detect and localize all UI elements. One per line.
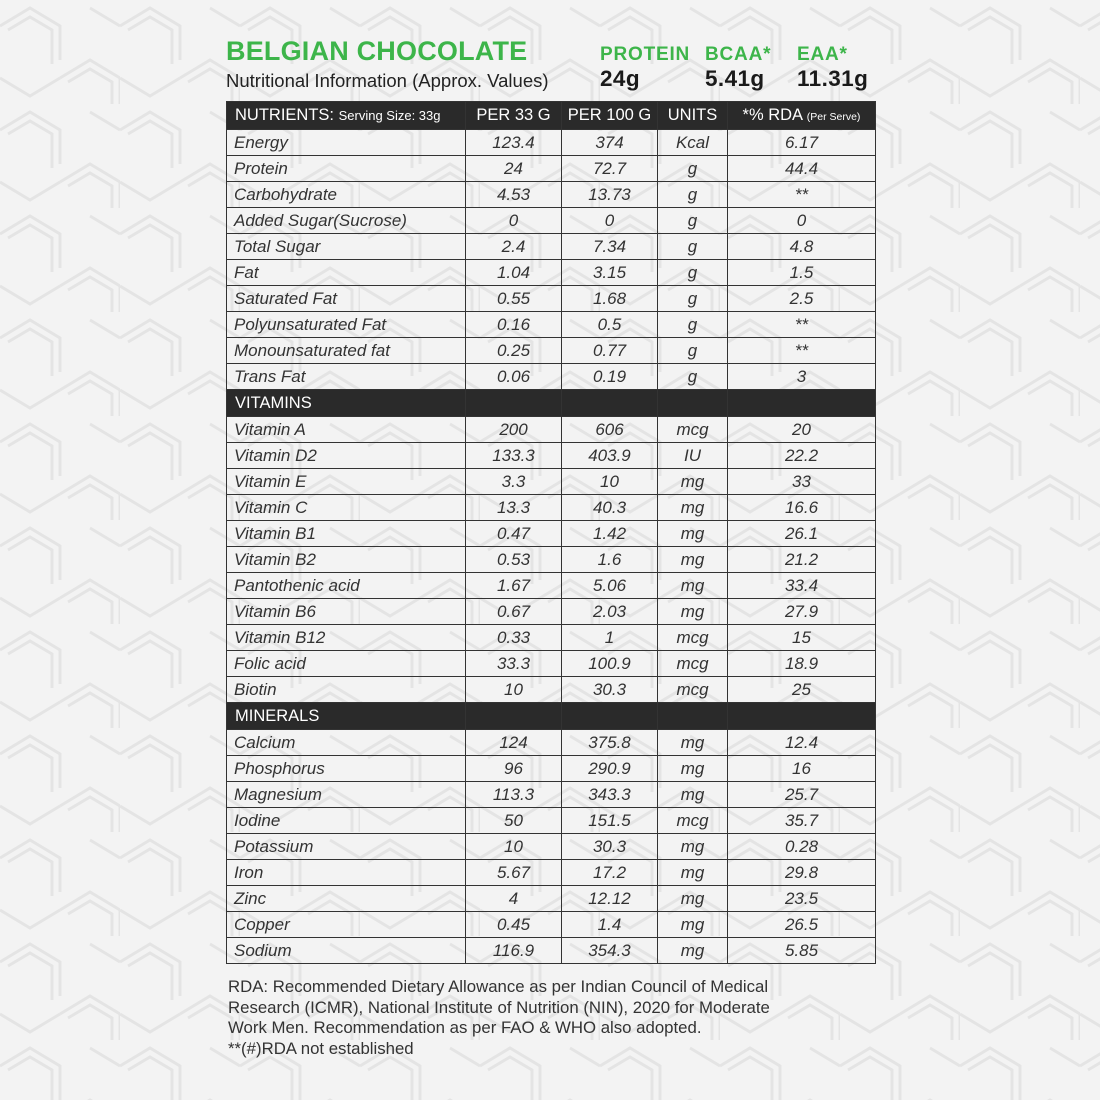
header-serving-size: Serving Size: 33g <box>338 108 441 123</box>
per-100g-value: 0.77 <box>562 338 658 364</box>
per-33g-value: 0.25 <box>466 338 562 364</box>
nutrient-name: Zinc <box>227 886 466 912</box>
nutrient-name: Sodium <box>227 938 466 964</box>
rda-value: 18.9 <box>728 651 876 677</box>
table-row <box>227 860 876 886</box>
stat-label: BCAA* <box>705 44 772 65</box>
table-row <box>227 782 876 808</box>
table-row <box>227 260 876 286</box>
per-33g-value: 50 <box>466 808 562 834</box>
per-33g-value: 1.04 <box>466 260 562 286</box>
per-33g-value: 10 <box>466 677 562 703</box>
unit-value: mg <box>658 834 728 860</box>
stat-label: EAA* <box>797 44 848 65</box>
per-100g-value: 0 <box>562 208 658 234</box>
table-row <box>227 886 876 912</box>
rda-value: 22.2 <box>728 443 876 469</box>
rda-value: 20 <box>728 417 876 443</box>
nutrient-name: Trans Fat <box>227 364 466 390</box>
per-100g-value: 10 <box>562 469 658 495</box>
unit-value: mg <box>658 756 728 782</box>
nutrient-name: Vitamin A <box>227 417 466 443</box>
per-100g-value: 403.9 <box>562 443 658 469</box>
bcaa-stat <box>705 44 771 92</box>
rda-value: 29.8 <box>728 860 876 886</box>
table-row <box>227 286 876 312</box>
unit-value: mcg <box>658 677 728 703</box>
nutrient-name: Monounsaturated fat <box>227 338 466 364</box>
per-33g-value: 13.3 <box>466 495 562 521</box>
nutrient-name: Vitamin B6 <box>227 599 466 625</box>
vitamins-section-header <box>227 390 876 417</box>
per-33g-value: 4 <box>466 886 562 912</box>
unit-value: mg <box>658 547 728 573</box>
header-rda <box>728 102 876 130</box>
table-row <box>227 730 876 756</box>
rda-value: 33.4 <box>728 573 876 599</box>
header-nutrients-label: NUTRIENTS: <box>235 106 334 124</box>
table-row <box>227 912 876 938</box>
per-33g-value: 123.4 <box>466 130 562 156</box>
per-33g-value: 0.16 <box>466 312 562 338</box>
per-100g-value: 374 <box>562 130 658 156</box>
table-row <box>227 521 876 547</box>
per-100g-value: 0.5 <box>562 312 658 338</box>
table-row <box>227 338 876 364</box>
unit-value: mcg <box>658 625 728 651</box>
nutrient-name: Iodine <box>227 808 466 834</box>
header-units: UNITS <box>658 102 728 130</box>
table-row <box>227 808 876 834</box>
table-row <box>227 417 876 443</box>
rda-value: 0 <box>728 208 876 234</box>
section-cell <box>658 390 728 417</box>
stat-value: 24g <box>600 66 640 91</box>
per-33g-value: 0.33 <box>466 625 562 651</box>
section-cell <box>466 703 562 730</box>
unit-value: g <box>658 182 728 208</box>
rda-value: ** <box>728 182 876 208</box>
nutrient-name: Folic acid <box>227 651 466 677</box>
table-row <box>227 234 876 260</box>
table-row <box>227 651 876 677</box>
nutrient-name: Vitamin D2 <box>227 443 466 469</box>
table-row <box>227 130 876 156</box>
stat-value: 11.31g <box>797 66 869 91</box>
section-cell <box>728 390 876 417</box>
header-nutrients <box>227 102 466 130</box>
nutrient-name: Vitamin E <box>227 469 466 495</box>
panel-header <box>226 36 876 100</box>
rda-value: 26.1 <box>728 521 876 547</box>
per-33g-value: 24 <box>466 156 562 182</box>
unit-value: g <box>658 286 728 312</box>
per-100g-value: 30.3 <box>562 677 658 703</box>
table-row <box>227 364 876 390</box>
unit-value: g <box>658 208 728 234</box>
footnote-line: Research (ICMR), National Institute of Nutrition (NIN), 2020 for Moderate <box>228 997 770 1017</box>
unit-value: Kcal <box>658 130 728 156</box>
nutrient-name: Protein <box>227 156 466 182</box>
per-100g-value: 606 <box>562 417 658 443</box>
nutrient-name: Saturated Fat <box>227 286 466 312</box>
per-33g-value: 96 <box>466 756 562 782</box>
rda-value: 6.17 <box>728 130 876 156</box>
nutrient-name: Vitamin B1 <box>227 521 466 547</box>
per-33g-value: 1.67 <box>466 573 562 599</box>
per-33g-value: 33.3 <box>466 651 562 677</box>
product-subtitle: Nutritional Information (Approx. Values) <box>226 70 549 91</box>
nutrient-name: Vitamin C <box>227 495 466 521</box>
unit-value: mg <box>658 599 728 625</box>
per-100g-value: 30.3 <box>562 834 658 860</box>
unit-value: mg <box>658 730 728 756</box>
nutrient-name: Pantothenic acid <box>227 573 466 599</box>
unit-value: mg <box>658 469 728 495</box>
header-rda-note: (Per Serve) <box>806 111 861 123</box>
per-100g-value: 343.3 <box>562 782 658 808</box>
nutrition-panel <box>226 36 876 1058</box>
table-row <box>227 443 876 469</box>
minerals-section-header <box>227 703 876 730</box>
per-100g-value: 0.19 <box>562 364 658 390</box>
per-33g-value: 133.3 <box>466 443 562 469</box>
nutrient-name: Phosphorus <box>227 756 466 782</box>
table-row <box>227 208 876 234</box>
rda-value: 44.4 <box>728 156 876 182</box>
per-100g-value: 13.73 <box>562 182 658 208</box>
per-100g-value: 17.2 <box>562 860 658 886</box>
nutrient-name: Vitamin B2 <box>227 547 466 573</box>
rda-footnote <box>228 977 868 1059</box>
nutrient-name: Added Sugar(Sucrose) <box>227 208 466 234</box>
unit-value: g <box>658 338 728 364</box>
header-per-33g: PER 33 G <box>466 102 562 130</box>
table-row <box>227 469 876 495</box>
rda-value: 3 <box>728 364 876 390</box>
unit-value: g <box>658 234 728 260</box>
per-100g-value: 5.06 <box>562 573 658 599</box>
per-100g-value: 12.12 <box>562 886 658 912</box>
per-33g-value: 113.3 <box>466 782 562 808</box>
per-100g-value: 1.4 <box>562 912 658 938</box>
nutrition-table <box>226 101 876 964</box>
unit-value: g <box>658 260 728 286</box>
nutrient-name: Potassium <box>227 834 466 860</box>
per-33g-value: 4.53 <box>466 182 562 208</box>
table-row <box>227 677 876 703</box>
rda-value: 23.5 <box>728 886 876 912</box>
per-100g-value: 151.5 <box>562 808 658 834</box>
rda-value: 12.4 <box>728 730 876 756</box>
unit-value: mg <box>658 886 728 912</box>
unit-value: mg <box>658 912 728 938</box>
per-100g-value: 7.34 <box>562 234 658 260</box>
table-row <box>227 182 876 208</box>
unit-value: mcg <box>658 651 728 677</box>
section-cell <box>658 703 728 730</box>
section-cell <box>562 390 658 417</box>
per-33g-value: 3.3 <box>466 469 562 495</box>
section-label: VITAMINS <box>227 390 466 417</box>
per-100g-value: 1.6 <box>562 547 658 573</box>
rda-value: 0.28 <box>728 834 876 860</box>
unit-value: mg <box>658 938 728 964</box>
per-100g-value: 290.9 <box>562 756 658 782</box>
rda-value: 27.9 <box>728 599 876 625</box>
rda-value: 26.5 <box>728 912 876 938</box>
rda-value: 16.6 <box>728 495 876 521</box>
nutrient-name: Calcium <box>227 730 466 756</box>
rda-value: 15 <box>728 625 876 651</box>
rda-value: 16 <box>728 756 876 782</box>
per-33g-value: 116.9 <box>466 938 562 964</box>
per-33g-value: 0 <box>466 208 562 234</box>
nutrient-name: Magnesium <box>227 782 466 808</box>
rda-value: 5.85 <box>728 938 876 964</box>
table-row <box>227 312 876 338</box>
unit-value: mg <box>658 860 728 886</box>
table-row <box>227 625 876 651</box>
rda-value: ** <box>728 312 876 338</box>
per-100g-value: 2.03 <box>562 599 658 625</box>
per-100g-value: 1 <box>562 625 658 651</box>
nutrient-name: Carbohydrate <box>227 182 466 208</box>
footnote-line: Work Men. Recommendation as per FAO & WHO also adopted. <box>228 1018 702 1037</box>
eaa-stat <box>797 44 868 92</box>
section-cell <box>728 703 876 730</box>
rda-value: 1.5 <box>728 260 876 286</box>
rda-value: 25 <box>728 677 876 703</box>
per-100g-value: 100.9 <box>562 651 658 677</box>
per-100g-value: 72.7 <box>562 156 658 182</box>
per-33g-value: 5.67 <box>466 860 562 886</box>
per-33g-value: 0.47 <box>466 521 562 547</box>
table-row <box>227 599 876 625</box>
table-body <box>227 130 876 964</box>
header-per-100g: PER 100 G <box>562 102 658 130</box>
rda-value: 33 <box>728 469 876 495</box>
per-33g-value: 200 <box>466 417 562 443</box>
stat-value: 5.41g <box>705 66 765 91</box>
per-33g-value: 0.45 <box>466 912 562 938</box>
section-label: MINERALS <box>227 703 466 730</box>
table-row <box>227 495 876 521</box>
unit-value: IU <box>658 443 728 469</box>
nutrient-name: Polyunsaturated Fat <box>227 312 466 338</box>
per-33g-value: 0.53 <box>466 547 562 573</box>
section-cell <box>466 390 562 417</box>
nutrient-name: Total Sugar <box>227 234 466 260</box>
per-33g-value: 0.06 <box>466 364 562 390</box>
table-row <box>227 834 876 860</box>
section-cell <box>562 703 658 730</box>
table-row <box>227 756 876 782</box>
unit-value: mcg <box>658 417 728 443</box>
unit-value: g <box>658 156 728 182</box>
footnote-line: **(#)RDA not established <box>228 1038 414 1058</box>
unit-value: mg <box>658 521 728 547</box>
table-row <box>227 156 876 182</box>
rda-value: 21.2 <box>728 547 876 573</box>
unit-value: mcg <box>658 808 728 834</box>
unit-value: mg <box>658 495 728 521</box>
nutrient-name: Copper <box>227 912 466 938</box>
table-row <box>227 938 876 964</box>
per-100g-value: 375.8 <box>562 730 658 756</box>
per-100g-value: 354.3 <box>562 938 658 964</box>
per-33g-value: 10 <box>466 834 562 860</box>
rda-value: 4.8 <box>728 234 876 260</box>
per-33g-value: 0.55 <box>466 286 562 312</box>
protein-stat <box>600 44 690 92</box>
nutrient-name: Biotin <box>227 677 466 703</box>
header-rda-label: *% RDA <box>742 106 803 124</box>
table-header-row <box>227 102 876 130</box>
per-100g-value: 3.15 <box>562 260 658 286</box>
nutrient-name: Vitamin B12 <box>227 625 466 651</box>
rda-value: 25.7 <box>728 782 876 808</box>
table-row <box>227 547 876 573</box>
nutrient-name: Energy <box>227 130 466 156</box>
per-33g-value: 124 <box>466 730 562 756</box>
per-100g-value: 1.68 <box>562 286 658 312</box>
unit-value: g <box>658 364 728 390</box>
nutrient-name: Iron <box>227 860 466 886</box>
product-title: BELGIAN CHOCOLATE <box>226 36 528 66</box>
per-33g-value: 0.67 <box>466 599 562 625</box>
rda-value: ** <box>728 338 876 364</box>
table-row <box>227 573 876 599</box>
unit-value: mg <box>658 782 728 808</box>
stat-label: PROTEIN <box>600 44 691 65</box>
nutrient-name: Fat <box>227 260 466 286</box>
unit-value: mg <box>658 573 728 599</box>
footnote-line: RDA: Recommended Dietary Allowance as per Indian Council of Medical <box>228 977 769 996</box>
rda-value: 2.5 <box>728 286 876 312</box>
unit-value: g <box>658 312 728 338</box>
per-100g-value: 40.3 <box>562 495 658 521</box>
rda-value: 35.7 <box>728 808 876 834</box>
per-100g-value: 1.42 <box>562 521 658 547</box>
per-33g-value: 2.4 <box>466 234 562 260</box>
